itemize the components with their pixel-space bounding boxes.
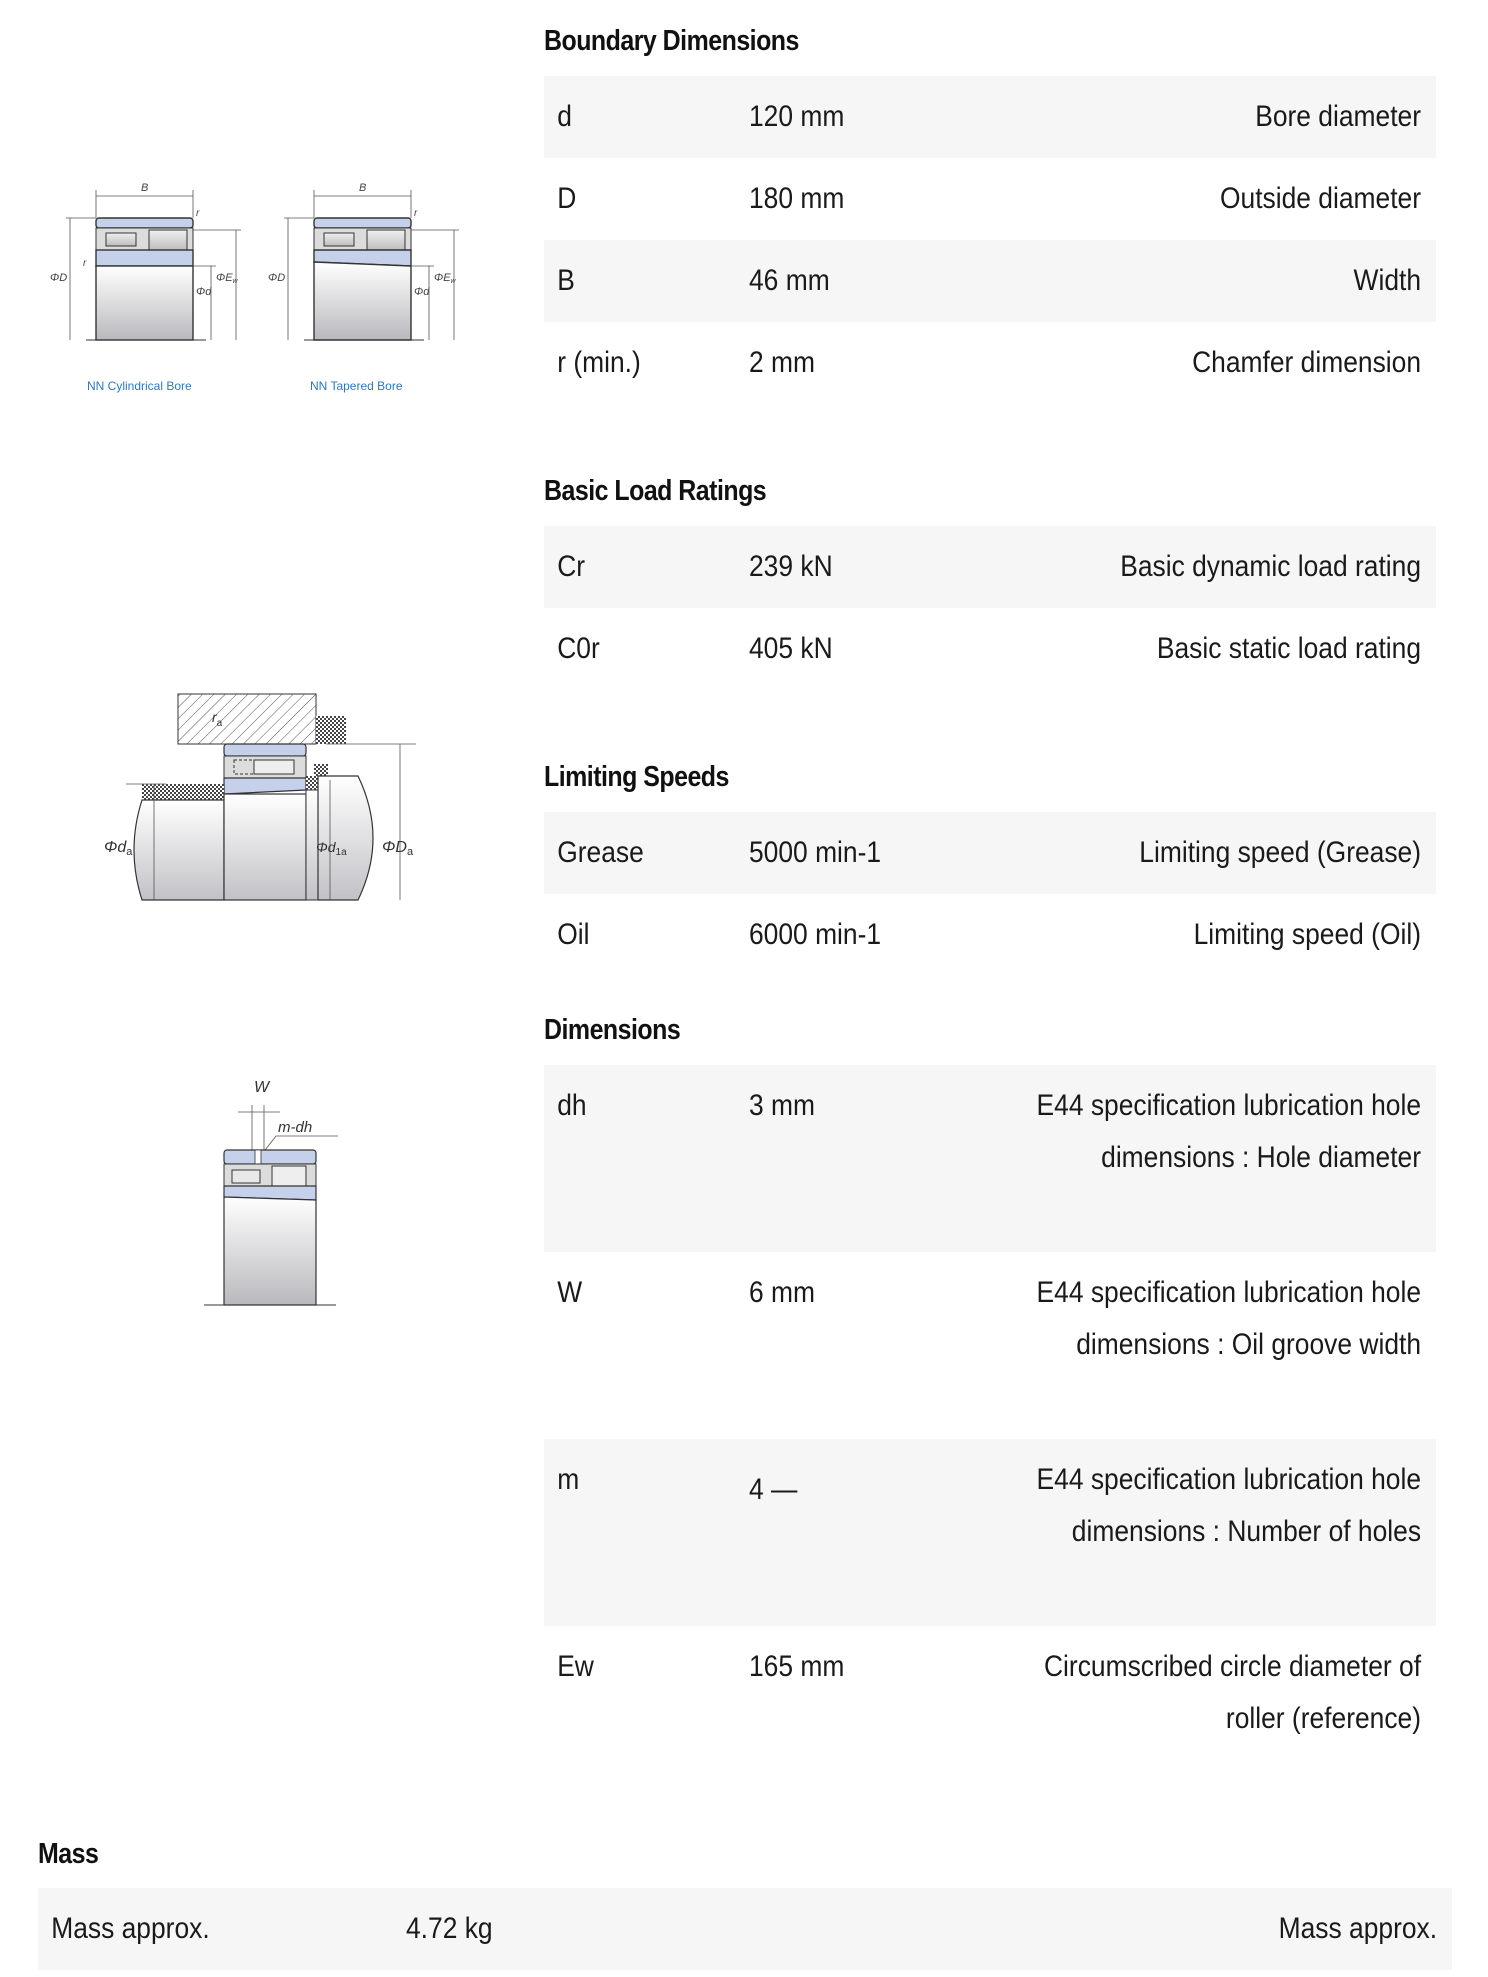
- caption-tapered-bore: NN Tapered Bore: [310, 379, 403, 393]
- table-row: [544, 894, 1436, 976]
- row-symbol: Oil: [557, 918, 590, 951]
- figure-mounting: [104, 680, 426, 900]
- svg-text:ΦDa: ΦDa: [382, 839, 414, 858]
- row-symbol: Ew: [557, 1650, 594, 1683]
- spec-table: [544, 1065, 1436, 1766]
- row-value: 3 mm: [749, 1089, 815, 1122]
- row-description: Bore diameter: [1255, 100, 1421, 133]
- row-value: 6 mm: [749, 1276, 815, 1309]
- row-symbol: W: [557, 1276, 583, 1309]
- section-boundary-dimensions: [544, 18, 1436, 404]
- row-description: Width: [1353, 264, 1421, 297]
- table-row: [544, 1626, 1436, 1766]
- section-title: Boundary Dimensions: [544, 25, 799, 57]
- table-row: [544, 1065, 1436, 1252]
- row-value: 405 kN: [749, 632, 833, 665]
- row-symbol: m: [557, 1463, 580, 1496]
- svg-text:m-dh: m-dh: [278, 1119, 313, 1136]
- row-symbol: dh: [557, 1089, 587, 1122]
- row-description: E44 specification lubrication hole dimensions : Oil groove width: [1036, 1276, 1421, 1361]
- section-title: Limiting Speeds: [544, 761, 729, 793]
- row-symbol: Cr: [557, 550, 586, 583]
- spec-table: [544, 76, 1436, 404]
- row-value: 239 kN: [749, 550, 833, 583]
- svg-text:W: W: [254, 1079, 270, 1096]
- row-description: Mass approx.: [1278, 1912, 1437, 1945]
- svg-text:r: r: [196, 208, 200, 219]
- svg-text:Φda: Φda: [104, 839, 133, 858]
- caption-cylindrical-bore: NN Cylindrical Bore: [87, 379, 192, 393]
- row-value: 180 mm: [749, 182, 845, 215]
- row-symbol: B: [557, 264, 575, 297]
- figure-cylindrical-bore: [50, 178, 246, 393]
- svg-text:ΦEw: ΦEw: [216, 272, 238, 285]
- row-symbol: r (min.): [557, 346, 641, 379]
- svg-text:B: B: [359, 182, 367, 194]
- table-row: [544, 526, 1436, 608]
- label-B: B: [141, 182, 149, 194]
- lubrication-hole-diagram: [200, 1060, 350, 1310]
- svg-text:Φd: Φd: [196, 286, 212, 298]
- table-row: [38, 1888, 1452, 1970]
- spec-table: [544, 526, 1436, 690]
- row-value: 4 —: [749, 1473, 798, 1506]
- svg-text:Φd: Φd: [414, 286, 430, 298]
- svg-text:ΦD: ΦD: [268, 272, 286, 284]
- tapered-bore-diagram: [268, 178, 464, 348]
- section-limiting-speeds: [544, 754, 1436, 976]
- table-row: [544, 1439, 1436, 1626]
- row-value: 6000 min-1: [749, 918, 882, 951]
- row-value: 2 mm: [749, 346, 815, 379]
- row-description: Chamfer dimension: [1192, 346, 1421, 379]
- table-row: [544, 608, 1436, 690]
- row-description: Outside diameter: [1219, 182, 1421, 215]
- svg-text:r: r: [414, 208, 418, 219]
- table-row: [544, 1252, 1436, 1439]
- row-description: E44 specification lubrication hole dimensions : Hole diameter: [1036, 1089, 1421, 1174]
- row-description: Circumscribed circle diameter of roller (reference): [1043, 1650, 1421, 1735]
- row-description: Limiting speed (Grease): [1139, 836, 1421, 869]
- row-symbol: Grease: [557, 836, 644, 869]
- section-dimensions: [544, 1007, 1436, 1766]
- table-row: [544, 158, 1436, 240]
- mounting-diagram: [104, 680, 426, 900]
- figure-lubrication-hole: [200, 1060, 350, 1310]
- row-symbol: d: [557, 100, 572, 133]
- row-symbol: Mass approx.: [51, 1912, 210, 1945]
- row-value: 46 mm: [749, 264, 830, 297]
- row-description: Basic dynamic load rating: [1120, 550, 1421, 583]
- row-symbol: C0r: [557, 632, 600, 665]
- section-title: Basic Load Ratings: [544, 475, 767, 507]
- row-value: 165 mm: [749, 1650, 845, 1683]
- row-value: 5000 min-1: [749, 836, 882, 869]
- cylindrical-bore-diagram: [50, 178, 246, 348]
- svg-text:r: r: [83, 258, 87, 269]
- svg-text:ΦD: ΦD: [50, 272, 68, 284]
- section-basic-load-ratings: [544, 468, 1436, 690]
- row-description: E44 specification lubrication hole dimensions : Number of holes: [1036, 1463, 1421, 1548]
- spec-table: [544, 812, 1436, 976]
- svg-text:Φd1a: $\Phi d_{1a}$: [316, 839, 347, 858]
- figure-tapered-bore: [268, 178, 464, 393]
- mass-table: [38, 1888, 1452, 1970]
- svg-text:ΦEw: ΦEw: [434, 272, 456, 285]
- section-title: Dimensions: [544, 1014, 681, 1046]
- table-row: [544, 240, 1436, 322]
- row-value: 4.72 kg: [406, 1912, 493, 1945]
- row-value: 120 mm: [749, 100, 845, 133]
- table-row: [544, 76, 1436, 158]
- mass-section-title: Mass: [38, 1838, 99, 1870]
- table-row: [544, 812, 1436, 894]
- table-row: [544, 322, 1436, 404]
- row-description: Limiting speed (Oil): [1193, 918, 1421, 951]
- svg-text:ra: $r_a$: [212, 709, 223, 729]
- row-description: Basic static load rating: [1156, 632, 1421, 665]
- row-symbol: D: [557, 182, 577, 215]
